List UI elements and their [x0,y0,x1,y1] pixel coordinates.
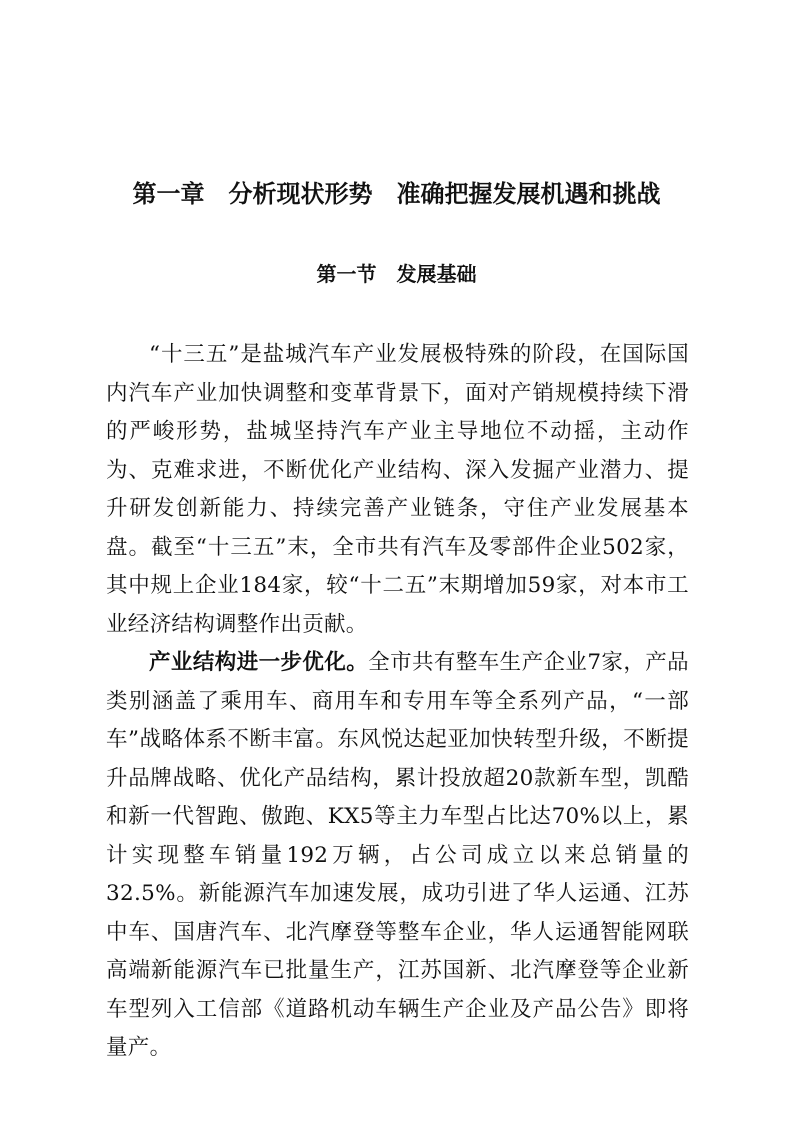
paragraph-lead: 产业结构进一步优化。 [149,650,369,675]
paragraph-text: 全市共有整车生产企业7家，产品类别涵盖了乘用车、商用车和专用车等全系列产品，“一部车”战略体系不断丰富。东风悦达起亚加快转型升级，不断提升品牌战略、优化产品结构，累计投放超20款新车型，凯酷和新一代智跑、傲跑、KX5等主力车型占比达70%以上，累计实现整车销量192万辆，占公司成立以来总销量的32.5%。新能源汽车加速发展，成功引进了华人运通、江苏中车、国唐汽车、北汽摩登等整车企业，华人运通智能网联高端新能源汽车已批量生产，江苏国新、北汽摩登等企业新车型列入工信部《道路机动车辆生产企业及产品公告》即将量产。 [106,650,689,1060]
section-title: 第一节 发展基础 [316,262,477,286]
paragraph-intro [106,336,689,644]
body-text [106,336,689,1068]
chapter-title: 第一章 分析现状形势 准确把握发展机遇和挑战 [132,180,661,208]
paragraph-industry-structure [106,644,689,1068]
paragraph-text: “十三五”是盐城汽车产业发展极特殊的阶段，在国际国内汽车产业加快调整和变革背景下，面对产销规模持续下滑的严峻形势，盐城坚持汽车产业主导地位不动摇，主动作为、克难求进，不断优化产业结构、深入发掘产业潜力、提升研发创新能力、持续完善产业链条，守住产业发展基本盘。截至“十三五”末，全市共有汽车及零部件企业502家，其中规上企业184家，较“十二五”末期增加59家，对本市工业经济结构调整作出贡献。 [106,342,689,637]
